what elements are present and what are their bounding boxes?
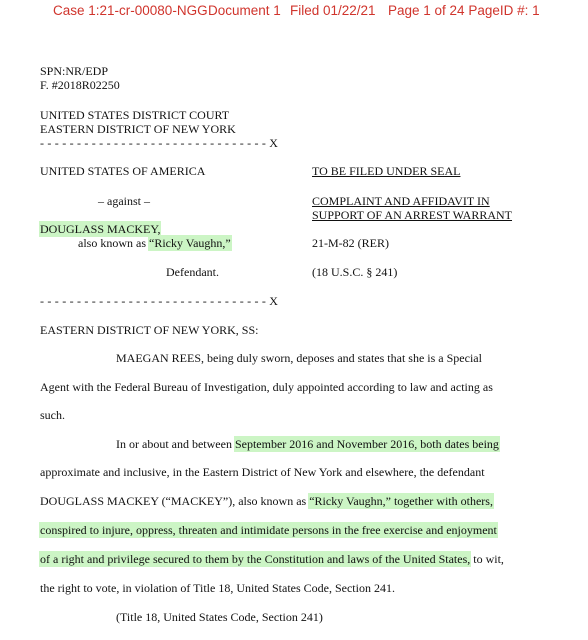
para2-line3-text: DOUGLASS MACKEY (“MACKEY”), also known as <box>40 494 310 508</box>
docket-number: 21-M-82 (RER) <box>312 236 389 250</box>
para1-line1: MAEGAN REES, being duly sworn, deposes and states that she is a Special <box>116 351 482 365</box>
defendant-name <box>40 222 160 236</box>
para2-line6: the right to vote, in violation of Title 18, United States Code, Section 241. <box>40 581 395 595</box>
against-label: – against – <box>98 194 150 208</box>
para1-line3: such. <box>40 408 65 422</box>
district-ss: EASTERN DISTRICT OF NEW YORK, SS: <box>40 323 259 337</box>
statute-citation: (18 U.S.C. § 241) <box>312 265 398 279</box>
para2-line5 <box>40 552 504 566</box>
para2-line1-highlight: September 2016 and November 2016, both dates being <box>234 437 499 451</box>
party-plaintiff: UNITED STATES OF AMERICA <box>40 164 206 178</box>
caption-rule-bottom: - - - - - - - - - - - - - - - - - - - - - - - - - - - - - - - X <box>40 294 279 308</box>
para2-line4 <box>40 523 497 537</box>
statute-reference: (Title 18, United States Code, Section 241) <box>116 610 323 624</box>
complaint-title-line1: COMPLAINT AND AFFIDAVIT IN <box>312 194 490 208</box>
header-filed-date: Filed 01/22/21 <box>290 3 376 18</box>
header-case-number: Case 1:21-cr-00080-NGG <box>53 3 208 18</box>
para2-line3-highlight: “Ricky Vaughn,” together with others, <box>309 494 493 508</box>
doc-ref-spn: SPN:NR/EDP <box>40 64 109 78</box>
court-name: UNITED STATES DISTRICT COURT <box>40 108 230 122</box>
para2-line5-highlight: of a right and privilege secured to them by the Constitution and laws of the United States, <box>40 552 471 566</box>
defendant-aka <box>78 236 231 250</box>
para2-line1-text: In or about and between <box>116 437 235 451</box>
defendant-label: Defendant. <box>166 265 219 279</box>
para2-line5-text: to wit, <box>470 552 504 566</box>
para2-line4-highlight: conspired to injure, oppress, threaten and intimidate persons in the free exercise and enjoyment <box>40 523 497 537</box>
complaint-title-line2: SUPPORT OF AN ARREST WARRANT <box>312 208 513 222</box>
para2-line2: approximate and inclusive, in the Eastern District of New York and elsewhere, the defendant <box>40 465 485 479</box>
court-district: EASTERN DISTRICT OF NEW YORK <box>40 122 236 136</box>
para2-line3 <box>40 494 493 508</box>
para1-line2: Agent with the Federal Bureau of Investigation, duly appointed according to law and acting as <box>40 380 493 394</box>
para2-line1 <box>116 437 499 451</box>
aka-name-highlight: “Ricky Vaughn,” <box>149 236 231 250</box>
defendant-name-highlight: DOUGLASS MACKEY, <box>40 222 161 236</box>
aka-prefix: also known as <box>78 236 149 250</box>
header-page-id: Page 1 of 24 PageID #: 1 <box>388 3 540 18</box>
doc-ref-file: F. #2018R02250 <box>40 78 120 92</box>
caption-rule-top: - - - - - - - - - - - - - - - - - - - - - - - - - - - - - - - X <box>40 136 279 150</box>
header-document: Document 1 <box>208 3 281 18</box>
seal-notice: TO BE FILED UNDER SEAL <box>312 164 461 178</box>
